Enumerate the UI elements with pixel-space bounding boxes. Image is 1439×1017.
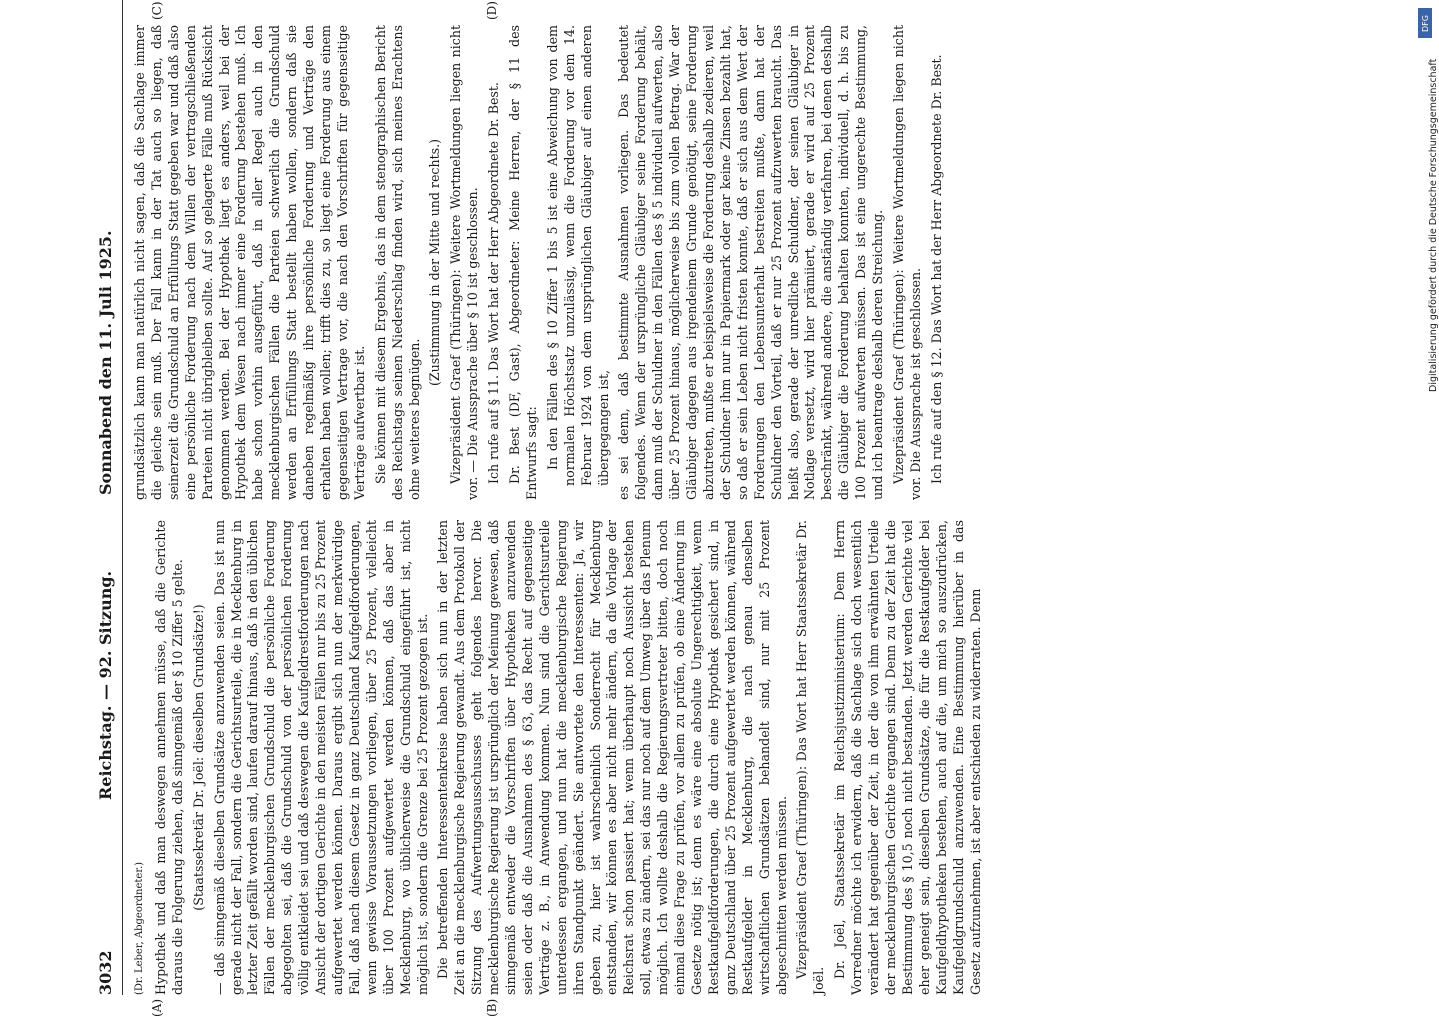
paragraph: Die betreffenden Interessentenkreise haben sich nun in der letzten Zeit an die mecklenburgische Regierung gewandt. Aus dem Protokoll der Sitzung des Aufwertungsausschusses geht folgendes hervor. Die mecklenburgische Regierung ist ursprünglich der Meinung gewesen, daß sinngemäß entweder die Vorschriften über Hypotheken anzuwenden seien oder daß die Ausnahmen des § 63, das Recht auf gegenseitige Verträge z. B., in Anwendung kommen. Nun sind die Gerichtsurteile unterdessen ergangen, und nun hat die mecklenburgische Regierung ihren Standpunkt geändert. Sie antwortete den Interessenten: Ja, wir geben zu, hier ist wahrscheinlich Sonderrecht für Mecklenburg entstanden, wir können es aber nicht mehr ändern, da die Vorlage der Reichsrat schon passiert hat; wenn überhaupt noch Aussicht bestehen soll, etwas zu ändern, sei das nur noch auf dem Umweg über das Plenum möglich. Ich wollte deshalb die Regierungsvertreter bitten, doch noch einmal diese Frage zu prüfen, vor allem zu prüfen, ob eine Änderung im Gesetze nötig ist; denn es wäre eine absolute Ungerechtigkeit, wenn Restkaufgeldforderungen, die durch eine Hypothek gesichert sind, in ganz Deutschland über 25 Prozent aufgewertet werden können, während Restkaufgelder in Mecklenburg, die nach genau denselben wirtschaftlichen Grundsätzen behandelt sind, nur mit 25 Prozent abgeschnitten werden müssen. [435, 520, 789, 995]
page-number: 3032 [96, 950, 115, 995]
paragraph: grundsätzlich kann man natürlich nicht sagen, daß die Sachlage immer die gleiche sein muß. Der Fall kann in der Tat auch so liegen, daß seinerzeit die Grundschuld an Erfüllungs Statt gegeben war und daß also eine persönliche Forderung nach dem Willen der vertragschließenden Parteien nicht übrigbleiben sollte. Auf so gelagerte Fälle muß Rücksicht genommen werden. Bei der Hypothek liegt es anders, weil bei der Hypothek dem Wesen nach immer eine Forderung bestehen muß. Ich habe schon vorhin ausgeführt, daß in aller Regel auch in den mecklenburgischen Fällen die Parteien schwerlich die Grundschuld werden an Erfüllungs Statt bestellt haben wollen, sondern daß sie daneben regelmäßig ihre persönliche Forderung und Verträge den erhalten haben wollen; trifft dies zu, so liegt eine Forderung aus einem gegenseitigen Vertrage vor, die nach den Vorschriften für gegenseitige Verträge aufwertbar ist. [132, 25, 367, 500]
margin-marker-a: (A) [150, 998, 164, 1017]
paragraph: Vizepräsident Graef (Thüringen): Weitere Wortmeldungen liegen nicht vor. Die Aussprache ist geschlossen. [890, 25, 923, 500]
digitization-credit: Digitalisierung gefördert durch die Deutsche Forschungsgemeinschaft [1428, 58, 1439, 392]
session-date: Sonnabend den 11. Juli 1925. [96, 230, 115, 495]
paragraph: es sei denn, daß bestimmte Ausnahmen vorliegen. Das bedeutet folgendes. Wenn der ursprüngliche Gläubiger seine Forderung behält, dann muß der Schuldner in den Fällen des § 5 individuell aufwerten, also über 25 Prozent hinaus, möglicherweise bis zum vollen Betrag. War der Gläubiger dagegen aus irgendeinem Grunde genötigt, seine Forderung abzutreten, mußte er beispielsweise die Forderung deshalb zedieren, weil der Schuldner ihm nur in Papiermark oder gar keine Zinsen bezahlt hat, so daß er sein Leben nicht fristen konnte, daß er sich aus dem Wert der Forderungen den Lebensunterhalt bestreiten mußte, dann hat der Schuldner den Vorteil, daß er nur 25 Prozent aufzuwerten braucht. Das heißt also, gerade der unredliche Schuldner, der seinen Gläubiger in Notlage versetzt, wird hier prämiiert, gerade er wird auf 25 Prozent beschränkt, während andere, die anständig verfahren, bei denen deshalb die Gläubiger die Forderung behalten konnten, individuell, d. h. bis zu 100 Prozent aufwerten müssen. Das ist eine ungerechte Bestimmung, und ich beantrage deshalb deren Streichung. [616, 25, 886, 500]
document-page [90, 1, 1340, 1017]
paragraph: Ich rufe auf § 11. Das Wort hat der Herr Abgeordnete Dr. Best. [486, 82, 502, 484]
paragraph: Hypothek und daß man deswegen annehmen müsse, daß die Gerichte daraus die Folgerung ziehen, daß sinngemäß der § 10 Ziffer 5 gelte. [152, 520, 185, 995]
paragraph: Vizepräsident Graef (Thüringen): Weitere Wortmeldungen liegen nicht vor. — Die Aussprache über § 10 ist geschlossen. [448, 25, 481, 500]
header-rule [122, 0, 123, 995]
column-right [132, 25, 950, 500]
paragraph: — daß sinngemäß dieselben Grundsätze anzuwenden seien. Das ist nun gerade nicht der Fall, sondern die Gerichtsurteile, die in Mecklenburg in letzter Zeit gefällt worden sind, laufen darauf hinaus, daß in den üblichen Fällen der mecklenburgischen Grundschuld die persönliche Forderung abgegolten sei, daß die Grundschuld von der persönlichen Forderung völlig entkleidet sei und daß deswegen die Kaufgeldrestforderungen nach Ansicht der dortigen Gerichte in den meisten Fällen nur bis zu 25 Prozent aufgewertet werden können. Daraus ergibt sich nun der merkwürdige Fall, daß nach diesem Gesetz in ganz Deutschland Kaufgeldforderungen, wenn gewisse Voraussetzungen vorliegen, über 25 Prozent, vielleicht über 100 Prozent aufgewertet werden können, daß das aber in Mecklenburg, wo üblicherweise die Grundschuld eingeführt ist, nicht möglich ist, sondern die Grenze bei 25 Prozent gezogen ist. [211, 520, 430, 995]
paragraph: Sie können mit diesem Ergebnis, das in dem stenographischen Bericht des Reichstags seinen Niederschlag finden wird, sich meines Erachtens ohne weiteres begnügen. [372, 25, 422, 500]
paragraph: Ich rufe auf den § 12. Das Wort hat der Herr Abgeordnete Dr. Best. [928, 54, 944, 484]
paragraph: Dr. Joël, Staatssekretär im Reichsjustizministerium: Dem Herrn Vorredner möchte ich erwidern, daß die Sachlage sich doch wesentlich verändert hat gegenüber der Zeit, in der die von ihm erwähnten Urteile der mecklenburgischen Gerichte ergangen sind. Denn zu der Zeit hat die Bestimmung des § 10,5 noch nicht bestanden. Jetzt werden Gerichte viel eher geneigt sein, dieselben Grundsätze, die für die Restkaufgelder bei Kaufgeldhypotheken bestehen, auch auf die, um mich so auszudrücken, Kaufgeldgrundschuld anzuwenden. Eine Bestimmung hierüber in das Gesetz aufzunehmen, ist aber entschieden zu widerraten. Denn [832, 520, 983, 995]
session-title: Reichstag. — 92. Sitzung. [96, 570, 115, 800]
dfg-logo: DFG [1418, 8, 1432, 38]
paragraph: Dr. Best (DF, Gast), Abgeordneter: Meine Herren, der § 11 des Entwurfs sagt: [507, 25, 539, 500]
interjection: (Zustimmung in der Mitte und rechts.) [427, 138, 443, 387]
margin-marker-d: (D) [485, 1, 499, 20]
page-header [90, 95, 124, 995]
interjection: (Staatssekretär Dr. Joël: dieselben Grundsätze!) [190, 604, 206, 911]
margin-marker-c: (C) [150, 1, 164, 20]
column-left [132, 520, 988, 995]
margin-marker-b: (B) [485, 998, 499, 1017]
paragraph: Vizepräsident Graef (Thüringen): Das Wort hat Herr Staatssekretär Dr. Joël. [794, 520, 827, 995]
block-quote: In den Fällen des § 10 Ziffer 1 bis 5 ist eine Abweichung von dem normalen Höchstsatz unzulässig, wenn die Forderung vor dem 14. Februar 1924 von dem ursprünglichen Gläubiger auf einen anderen übergegangen ist, [544, 25, 611, 486]
speaker-heading: (Dr. Leber, Abgeordneter.) [134, 861, 145, 995]
